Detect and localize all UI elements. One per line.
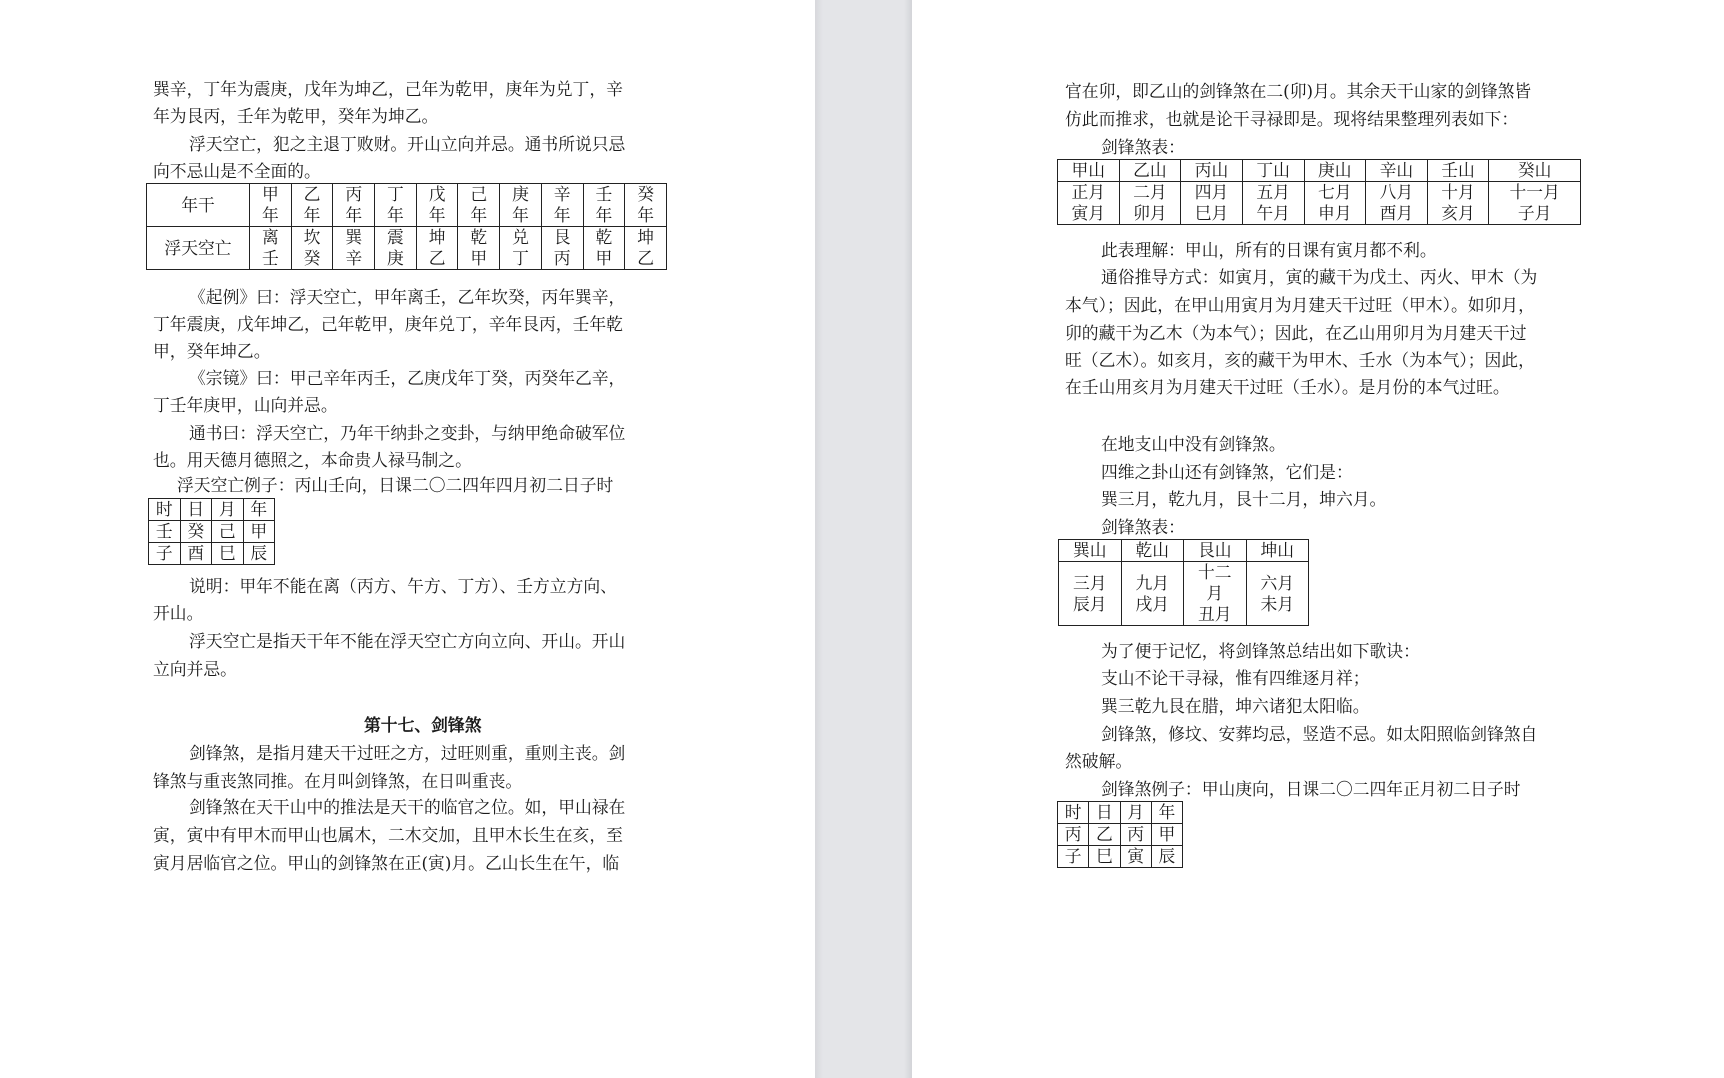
table-cell: [1058, 182, 1120, 225]
table-cell: 乙: [1089, 824, 1120, 846]
paragraph-line: 在壬山用亥月为月建天干过旺（壬水）。是月份的本气过旺。: [1065, 377, 1510, 397]
example-title: 浮天空亡例子：丙山壬向，日课二〇二四年四月初二日子时: [177, 475, 614, 495]
table-cell: [1366, 182, 1428, 225]
cell-text: 己: [470, 184, 488, 204]
table-cell: 壬: [149, 521, 181, 543]
paragraph-line: 巽辛，丁年为震庚，戊年为坤乙，己年为乾甲，庚年为兑丁，辛: [153, 79, 623, 99]
paragraph-line: 卯的藏干为乙木（为本气）；因此，在乙山用卯月为月建天干过: [1065, 323, 1527, 343]
table-cell: [375, 184, 417, 227]
cell-text: 申月: [1318, 203, 1352, 223]
table-cell: 辛山: [1366, 160, 1428, 182]
cell-text: 离: [261, 227, 279, 247]
cell-text: 甲: [595, 248, 613, 268]
cell-text: 辛: [345, 248, 363, 268]
cell-text: 年: [261, 205, 279, 225]
table-cell: [375, 227, 417, 270]
paragraph-line: 巽三月，乾九月，艮十二月，坤六月。: [1101, 489, 1387, 509]
table-cell: 月: [212, 499, 244, 521]
cell-text: 丑月: [1197, 604, 1232, 624]
paragraph-line: 仿此而推求，也就是论干寻禄即是。现将结果整理列表如下：: [1065, 109, 1519, 129]
table-cell: [333, 227, 375, 270]
cell-text: 子月: [1517, 203, 1552, 223]
cell-text: 兑: [512, 227, 529, 247]
table-cell: [1246, 562, 1309, 626]
table-cell: 巳: [212, 543, 244, 565]
table-cell: [1059, 562, 1122, 626]
cell-text: 三月: [1072, 572, 1107, 593]
table-cell: [1181, 182, 1243, 225]
table-cell: [625, 184, 667, 227]
table-cell: 日: [1089, 802, 1120, 824]
table-cell: 甲: [243, 521, 275, 543]
table-cell: [416, 227, 458, 270]
table-header-cell: 浮天空亡: [147, 227, 250, 270]
paragraph-line: 丁壬年庚甲，山向并忌。: [153, 395, 338, 415]
cell-text: 丁: [512, 248, 529, 268]
cell-text: 戊: [428, 184, 446, 204]
table-cell: 丙: [1058, 824, 1089, 846]
table-cell: 壬山: [1427, 160, 1489, 182]
cell-text: 甲: [261, 184, 279, 204]
table-cell: 丙山: [1181, 160, 1243, 182]
cell-text: 壬: [595, 184, 613, 204]
paragraph-line: 通书曰：浮天空亡，乃年干纳卦之变卦，与纳甲绝命破军位: [189, 423, 626, 443]
paragraph-line: 甲，癸年坤乙。: [153, 341, 271, 361]
paragraph-line: 为了便于记忆，将剑锋煞总结出如下歌诀：: [1101, 641, 1420, 661]
cell-text: 巽: [345, 227, 363, 247]
cell-text: 辰月: [1072, 593, 1107, 614]
table-cell: 月: [1120, 802, 1151, 824]
cell-text: 年: [553, 205, 571, 225]
cell-text: 未月: [1260, 593, 1295, 614]
cell-text: 辛: [553, 184, 571, 204]
table-cell: 年: [243, 499, 275, 521]
paragraph-line: 在地支山中没有剑锋煞。: [1101, 434, 1286, 454]
table-cell: 庚山: [1304, 160, 1366, 182]
cell-text: 酉月: [1379, 203, 1414, 223]
paragraph-line: 《宗镜》曰：甲己辛年丙壬，乙庚戊年丁癸，丙癸年乙辛，: [189, 368, 626, 388]
cell-text: 壬: [261, 248, 279, 268]
paragraph-line: 也。用天德月德照之，本命贵人禄马制之。: [153, 450, 472, 470]
cell-text: 年: [470, 205, 488, 225]
cell-text: 年: [428, 205, 446, 225]
table-cell: 巽山: [1059, 540, 1122, 562]
paragraph-line: 丁年震庚，戊年坤乙，己年乾甲，庚年兑丁，辛年艮丙，壬年乾: [153, 314, 623, 334]
paragraph-line: 寅，寅中有甲木而甲山也属木，二木交加，且甲木长生在亥，至: [153, 825, 623, 845]
cell-text: 戌月: [1135, 593, 1170, 614]
sword-edge-table: [1057, 159, 1581, 225]
cell-text: 十月: [1441, 182, 1475, 202]
table-cell: 丁山: [1242, 160, 1304, 182]
cell-text: 丙: [345, 184, 363, 204]
example-table: [1057, 801, 1183, 868]
cell-text: 庚: [512, 184, 529, 204]
table-cell: 子: [1058, 846, 1089, 868]
table-cell: [1427, 182, 1489, 225]
cell-text: 丁: [387, 184, 404, 204]
cell-text: 寅月: [1071, 203, 1106, 223]
table-cell: 癸: [180, 521, 212, 543]
table-cell: 辰: [1151, 846, 1182, 868]
cell-text: 乾: [470, 227, 488, 247]
table-title: 剑锋煞表：: [1101, 137, 1185, 157]
cell-text: 四月: [1194, 182, 1229, 202]
cell-text: 卯月: [1133, 203, 1167, 223]
table-cell: [291, 227, 333, 270]
table-cell: [583, 227, 625, 270]
left-page: [0, 0, 815, 1078]
cell-text: 艮: [553, 227, 571, 247]
paragraph-line: 锋煞与重丧煞同推。在月叫剑锋煞，在日叫重丧。: [153, 771, 523, 791]
paragraph-line: 浮天空亡，犯之主退丁败财。开山立向并忌。通书所说只忌: [189, 134, 626, 154]
cell-text: 乙: [303, 184, 321, 204]
table-cell: 甲: [1151, 824, 1182, 846]
cell-text: 坎: [303, 227, 321, 247]
four-corner-table: [1058, 539, 1309, 626]
paragraph-line: 本气）；因此，在甲山用寅月为月建天干过旺（甲木）。如卯月，: [1065, 295, 1535, 315]
table-cell: [1489, 182, 1581, 225]
table-cell: 寅: [1120, 846, 1151, 868]
table-header-cell: 年干: [147, 184, 250, 227]
paragraph-line: 旺（乙木）。如亥月，亥的藏干为甲木、壬水（为本气）；因此，: [1065, 350, 1535, 370]
cell-text: 庚: [387, 248, 404, 268]
cell-text: 五月: [1256, 182, 1290, 202]
cell-text: 癸: [303, 248, 321, 268]
cell-text: 二月: [1133, 182, 1167, 202]
cell-text: 七月: [1318, 182, 1352, 202]
table-cell: 乙山: [1119, 160, 1181, 182]
cell-text: 十二: [1197, 562, 1232, 582]
table-cell: [583, 184, 625, 227]
cell-text: 十一月: [1509, 182, 1560, 202]
table-cell: 艮山: [1184, 540, 1247, 562]
cell-text: 乙: [637, 248, 654, 268]
example-table: [148, 498, 275, 565]
cell-text: 年: [387, 205, 404, 225]
table-cell: [1304, 182, 1366, 225]
paragraph-line: 年为艮丙，壬年为乾甲，癸年为坤乙。: [153, 106, 439, 126]
table-cell: 时: [1058, 802, 1089, 824]
paragraph-line: 向不忌山是不全面的。: [153, 161, 321, 181]
table-cell: 乾山: [1121, 540, 1184, 562]
cell-text: 年: [303, 205, 321, 225]
cell-text: 八月: [1379, 182, 1414, 202]
cell-text: 坤: [637, 227, 654, 247]
cell-text: 震: [387, 227, 404, 247]
table-cell: [500, 184, 542, 227]
table-cell: [625, 227, 667, 270]
table-cell: [416, 184, 458, 227]
table-cell: 癸山: [1489, 160, 1581, 182]
table-cell: [1121, 562, 1184, 626]
section-heading: 第十七、剑锋煞: [364, 715, 482, 735]
table-cell: 丙: [1120, 824, 1151, 846]
paragraph-line: 剑锋煞，修坟、安葬均忌，竖造不忌。如太阳照临剑锋煞自: [1101, 724, 1538, 744]
cell-text: 年: [345, 205, 363, 225]
paragraph-line: 说明：甲年不能在离（丙方、午方、丁方）、壬方立方向、: [189, 576, 617, 596]
table-cell: [458, 227, 500, 270]
table-cell: 年: [1151, 802, 1182, 824]
cell-text: 亥月: [1441, 203, 1475, 223]
table-cell: [291, 184, 333, 227]
table-cell: [458, 184, 500, 227]
cell-text: 午月: [1256, 203, 1290, 223]
table-cell: 甲山: [1058, 160, 1120, 182]
paragraph-line: 通俗推导方式：如寅月，寅的藏干为戊土、丙火、甲木（为: [1101, 267, 1538, 287]
paragraph-line: 剑锋煞，是指月建天干过旺之方，过旺则重，重则主丧。剑: [189, 743, 626, 763]
cell-text: 月: [1206, 583, 1224, 603]
cell-text: 乾: [595, 227, 613, 247]
floating-void-table: [146, 183, 667, 270]
paragraph-line: 四维之卦山还有剑锋煞，它们是：: [1101, 462, 1353, 482]
table-cell: [541, 184, 583, 227]
cell-text: 甲: [470, 248, 488, 268]
cell-text: 坤: [428, 227, 446, 247]
paragraph-line: 立向并忌。: [153, 659, 237, 679]
table-cell: [250, 184, 292, 227]
cell-text: 六月: [1260, 572, 1295, 593]
cell-text: 年: [637, 205, 654, 225]
paragraph-line: 开山。: [153, 603, 204, 623]
cell-text: 九月: [1135, 572, 1170, 593]
verse-line: 巽三乾九艮在腊，坤六诸犯太阳临。: [1101, 696, 1370, 716]
table-cell: [1242, 182, 1304, 225]
table-cell: [500, 227, 542, 270]
table-cell: 日: [180, 499, 212, 521]
table-title: 剑锋煞表：: [1101, 517, 1185, 537]
paragraph-line: 然破解。: [1065, 751, 1133, 771]
cell-text: 正月: [1071, 182, 1106, 202]
verse-line: 支山不论干寻禄，惟有四维逐月祥；: [1101, 668, 1370, 688]
paragraph-line: 剑锋煞在天干山中的推法是天干的临官之位。如，甲山禄在: [189, 797, 626, 817]
cell-text: 乙: [428, 248, 446, 268]
table-cell: 辰: [243, 543, 275, 565]
paragraph-line: 浮天空亡是指天干年不能在浮天空亡方向立向、开山。开山: [189, 631, 626, 651]
table-cell: 巳: [1089, 846, 1120, 868]
table-cell: [1184, 562, 1247, 626]
table-cell: [250, 227, 292, 270]
page-gutter: [815, 0, 912, 1078]
paragraph-line: 《起例》曰：浮天空亡，甲年离壬，乙年坎癸，丙年巽辛，: [189, 287, 626, 307]
table-cell: 坤山: [1246, 540, 1309, 562]
cell-text: 丙: [553, 248, 571, 268]
table-cell: 酉: [180, 543, 212, 565]
table-cell: 时: [149, 499, 181, 521]
cell-text: 巳月: [1194, 203, 1229, 223]
example-title: 剑锋煞例子：甲山庚向，日课二〇二四年正月初二日子时: [1101, 779, 1521, 799]
table-cell: [1119, 182, 1181, 225]
table-cell: 子: [149, 543, 181, 565]
cell-text: 年: [512, 205, 529, 225]
paragraph-line: 此表理解：甲山，所有的日课有寅月都不利。: [1101, 240, 1437, 260]
cell-text: 年: [595, 205, 613, 225]
paragraph-line: 官在卯，即乙山的剑锋煞在二(卯)月。其余天干山家的剑锋煞皆: [1065, 81, 1532, 101]
paragraph-line: 寅月居临官之位。甲山的剑锋煞在正(寅)月。乙山长生在午，临: [153, 853, 620, 873]
cell-text: 癸: [637, 184, 654, 204]
table-cell: 己: [212, 521, 244, 543]
table-cell: [541, 227, 583, 270]
table-cell: [333, 184, 375, 227]
